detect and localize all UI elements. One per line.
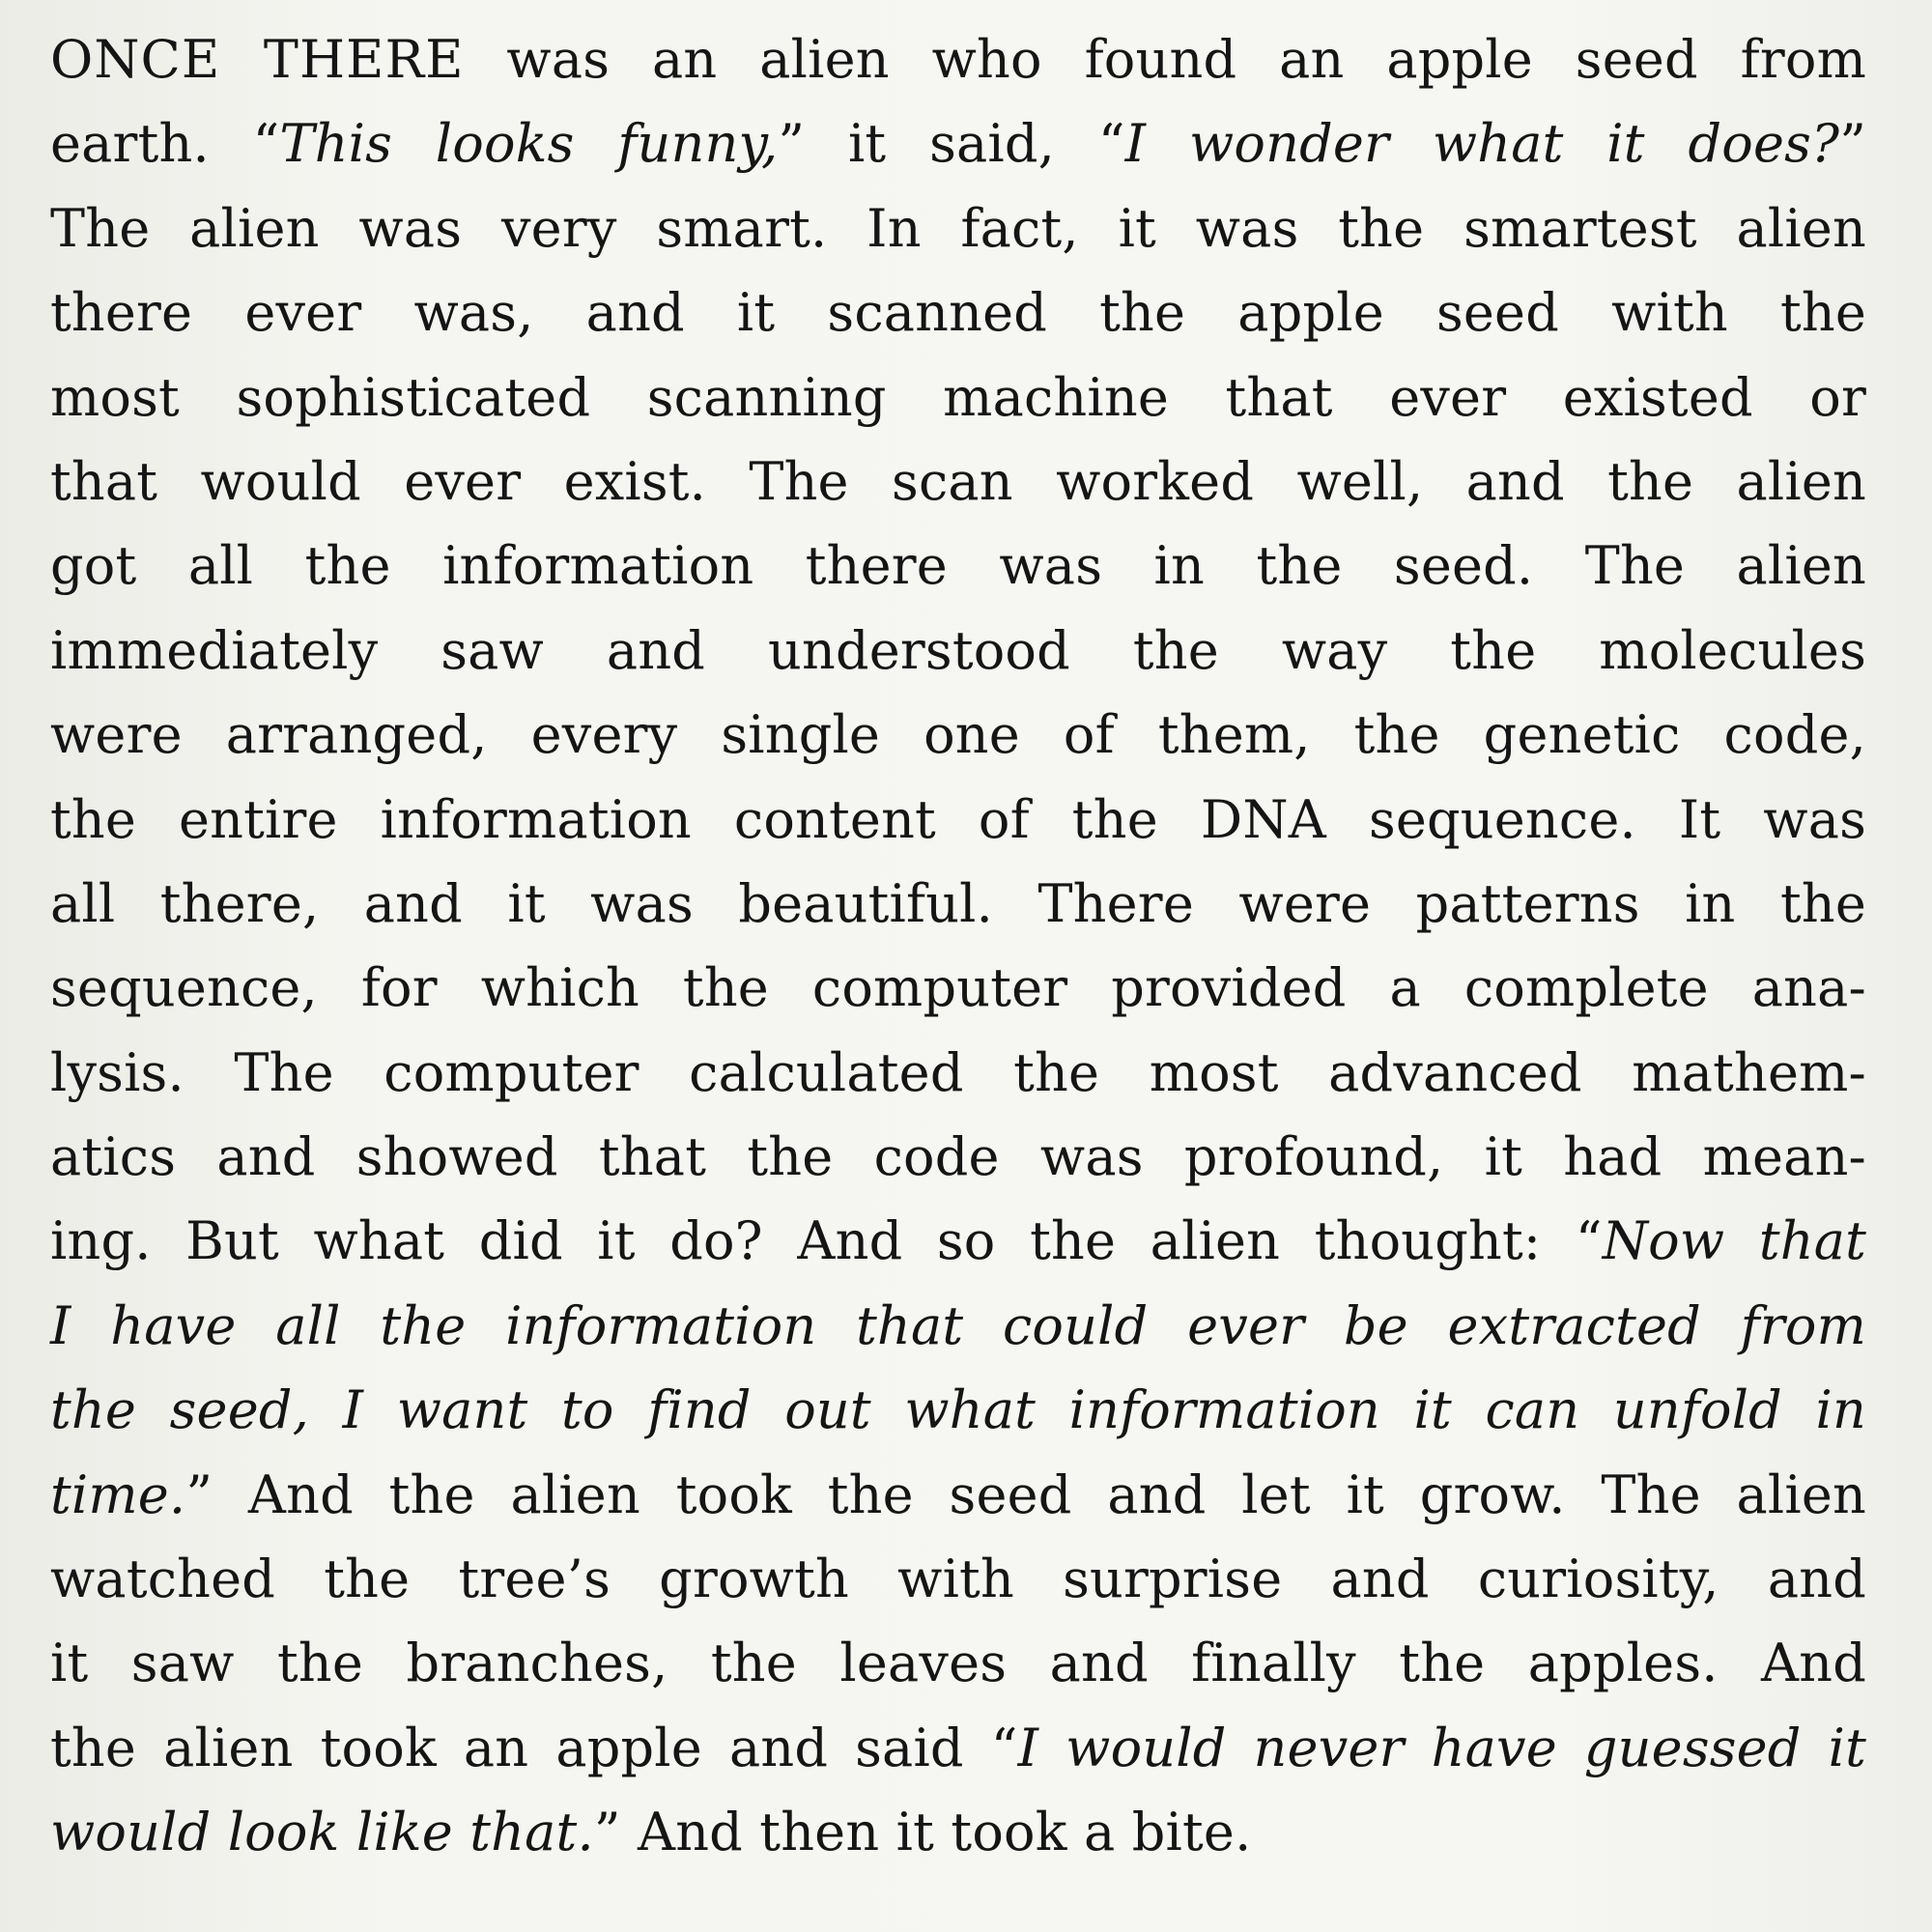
story-paragraph bbox=[50, 17, 1866, 1875]
text-segment: ing. But what did it do? And so the alien thought: “ bbox=[50, 1210, 1603, 1272]
text-segment: most sophisticated scanning machine that ever existed or bbox=[50, 366, 1866, 428]
text-segment: ” And then it took a bite. bbox=[593, 1802, 1252, 1863]
italic-text: time. bbox=[50, 1463, 186, 1525]
italic-text: would look like that. bbox=[50, 1802, 594, 1863]
text-segment: immediately saw and understood the way the molecules bbox=[50, 619, 1866, 681]
italic-text: I would never have guessed it bbox=[1017, 1717, 1866, 1778]
text-line bbox=[50, 693, 1866, 777]
text-line bbox=[50, 1284, 1866, 1368]
text-segment: it saw the branches, the leaves and finally the apples. And bbox=[50, 1633, 1866, 1694]
text-line bbox=[50, 609, 1866, 693]
text-segment: earth. “ bbox=[50, 113, 280, 175]
text-line bbox=[50, 862, 1866, 946]
text-segment: were arranged, every single one of them, the genetic code, bbox=[50, 704, 1866, 766]
text-line bbox=[50, 1368, 1866, 1452]
italic-text: I wonder what it does? bbox=[1124, 113, 1840, 175]
text-segment: ” it said, “ bbox=[778, 113, 1125, 175]
text-segment: watched the tree’s growth with surprise and curiosity, and bbox=[50, 1548, 1866, 1610]
text-line bbox=[50, 1115, 1866, 1199]
small-caps-text: ONCE THERE bbox=[50, 29, 465, 90]
text-line bbox=[50, 355, 1866, 440]
text-segment: was an alien who found an apple seed from bbox=[464, 29, 1867, 90]
text-line bbox=[50, 1453, 1866, 1537]
text-line bbox=[50, 270, 1866, 355]
text-line bbox=[50, 524, 1866, 608]
text-segment: that would ever exist. The scan worked well, and the alien bbox=[50, 450, 1866, 512]
text-segment: sequence, for which the computer provided a complete ana- bbox=[50, 957, 1866, 1019]
text-line bbox=[50, 101, 1866, 185]
text-segment: lysis. The computer calculated the most advanced mathem- bbox=[50, 1041, 1866, 1103]
text-segment: ” bbox=[1839, 113, 1866, 175]
text-line bbox=[50, 1790, 1866, 1874]
text-segment: there ever was, and it scanned the apple seed with the bbox=[50, 282, 1866, 344]
text-line bbox=[50, 440, 1866, 524]
text-segment: all there, and it was beautiful. There were patterns in the bbox=[50, 872, 1866, 934]
italic-text: Now that bbox=[1602, 1210, 1867, 1272]
text-line bbox=[50, 186, 1866, 270]
text-segment: atics and showed that the code was profound, it had mean- bbox=[50, 1126, 1866, 1188]
italic-text: the seed, I want to find out what information it can unfold in bbox=[50, 1379, 1866, 1441]
italic-text: This looks funny, bbox=[279, 113, 779, 175]
text-segment: the entire information content of the DNA sequence. It was bbox=[50, 788, 1866, 850]
text-segment: ” And the alien took the seed and let it grow. The alien bbox=[185, 1463, 1866, 1525]
text-line bbox=[50, 1706, 1866, 1790]
text-segment: the alien took an apple and said “ bbox=[50, 1717, 1018, 1778]
text-line bbox=[50, 1199, 1866, 1283]
text-line bbox=[50, 1621, 1866, 1705]
italic-text: I have all the information that could ever be extracted from bbox=[50, 1294, 1866, 1356]
text-line bbox=[50, 946, 1866, 1030]
text-line bbox=[50, 17, 1866, 101]
text-line bbox=[50, 778, 1866, 862]
text-segment: The alien was very smart. In fact, it was the smartest alien bbox=[50, 197, 1866, 259]
text-segment: got all the information there was in the seed. The alien bbox=[50, 535, 1866, 597]
text-line bbox=[50, 1031, 1866, 1115]
text-line bbox=[50, 1537, 1866, 1621]
